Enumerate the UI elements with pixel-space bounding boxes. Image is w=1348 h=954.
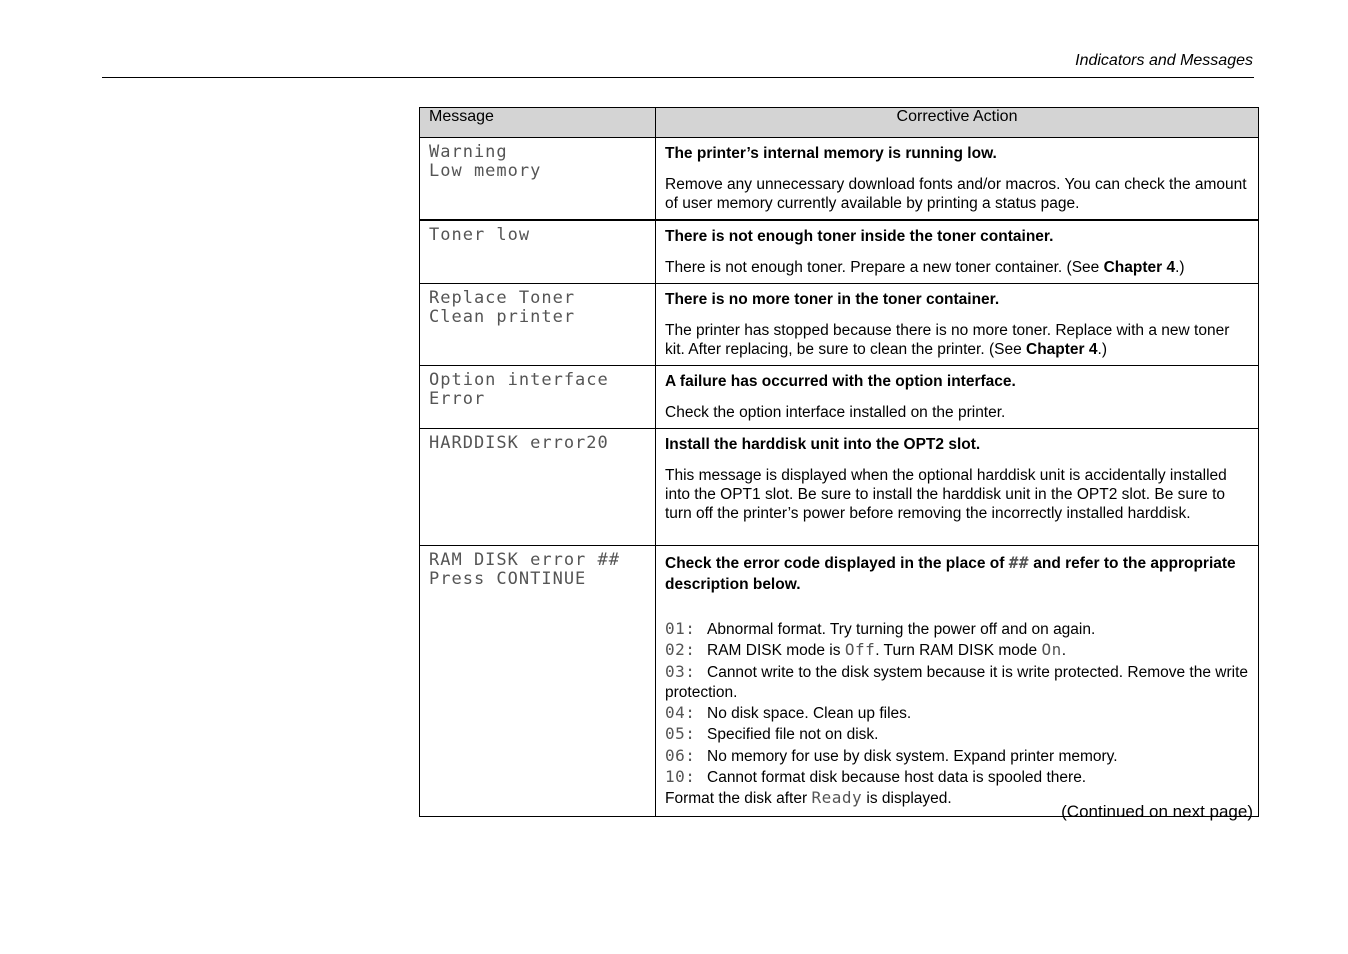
action-summary: The printer’s internal memory is running low. [665, 145, 997, 162]
table-header-row [420, 108, 1259, 138]
error-code-item [665, 619, 1249, 640]
error-code-item [665, 724, 1249, 745]
error-code-description: Specified file not on disk. [707, 726, 879, 744]
action-detail [665, 258, 1249, 277]
error-code-item [665, 703, 1249, 724]
lcd-value-on: On [1041, 640, 1062, 660]
error-code-description: RAM DISK mode is [707, 642, 845, 660]
table-row [420, 366, 1259, 429]
action-detail [665, 321, 1249, 359]
column-header-message: Message [420, 108, 656, 138]
lcd-value-off: Off [844, 640, 876, 660]
lcd-message-line-1: Replace Toner [429, 288, 576, 308]
error-code-item [665, 767, 1249, 788]
lcd-message-line-1: HARDDISK error20 [429, 433, 609, 453]
table-row [420, 138, 1259, 221]
continued-note: (Continued on next page) [1061, 802, 1253, 821]
action-detail-text: The printer has stopped because there is no more toner. Replace with a new toner kit. After replacing, be sure to clean the printer. (See [665, 322, 1230, 358]
error-code: 01: [665, 619, 696, 638]
action-detail: Check the option interface installed on the printer. [665, 404, 1006, 421]
action-summary-text: Check the error code displayed in the place of [665, 555, 1009, 572]
action-cell [656, 138, 1259, 221]
table-row [420, 546, 1259, 817]
action-summary: Install the harddisk unit into the OPT2 slot. [665, 436, 981, 453]
action-detail: Remove any unnecessary download fonts and/or macros. You can check the amount of user memory currently available by printing a status page. [665, 176, 1247, 212]
format-instruction-text: Format the disk after [665, 790, 812, 808]
message-cell [420, 366, 656, 429]
column-header-corrective-action: Corrective Action [656, 108, 1259, 138]
action-summary-text-end: and refer to the appropriate description below. [665, 555, 1236, 593]
error-code-item [665, 662, 1249, 704]
error-code: 10: [665, 767, 696, 787]
action-detail-text-end: .) [1175, 259, 1185, 276]
error-code-description-mid: . Turn RAM DISK mode [875, 642, 1042, 660]
error-code: 02: [665, 640, 696, 660]
message-cell [420, 138, 656, 221]
error-code-list [665, 619, 1249, 810]
error-code-description: Abnormal format. Try turning the power off and on again. [707, 621, 1096, 638]
action-summary: A failure has occurred with the option interface. [665, 373, 1016, 390]
action-cell [656, 366, 1259, 429]
action-cell [656, 546, 1259, 817]
error-code-placeholder: ## [1008, 553, 1029, 572]
running-header: Indicators and Messages [1075, 52, 1253, 69]
error-code-description: Cannot format disk because host data is spooled there. [707, 769, 1087, 787]
header-rule [102, 77, 1254, 78]
action-cell [656, 220, 1259, 284]
message-cell [420, 429, 656, 546]
error-code-item [665, 640, 1249, 661]
action-detail: This message is displayed when the optional harddisk unit is accidentally installed into the OPT1 slot. Be sure to install the harddisk unit in the OPT2 slot. Be sure to turn off the printer’s power before removing the incorrectly installed harddisk. [665, 467, 1227, 522]
error-code-description: No memory for use by disk system. Expand printer memory. [707, 747, 1118, 765]
chapter-reference: Chapter 4 [1103, 259, 1176, 276]
action-summary: There is no more toner in the toner container. [665, 291, 1000, 308]
action-cell [656, 429, 1259, 546]
error-code-description: Cannot write to the disk system because it is write protected. Remove the write protection. [665, 663, 1249, 701]
lcd-message-line-1: Warning [429, 142, 508, 162]
lcd-message-line-1: Option interface [429, 370, 609, 390]
action-detail-text-end: .) [1097, 341, 1107, 358]
lcd-message-line-1: RAM DISK error ## [429, 550, 620, 570]
message-cell [420, 546, 656, 817]
action-detail-text: There is not enough toner. Prepare a new toner container. (See [665, 259, 1104, 276]
lcd-message-line-1: Toner low [429, 225, 531, 245]
messages-table [419, 107, 1259, 817]
error-code: 04: [665, 703, 696, 723]
table-row [420, 220, 1259, 284]
action-cell [656, 284, 1259, 366]
action-summary: There is not enough toner inside the toner container. [665, 228, 1054, 245]
error-code: 06: [665, 745, 696, 765]
action-summary [665, 552, 1249, 595]
lcd-value-ready: Ready [811, 788, 863, 808]
message-cell [420, 284, 656, 366]
lcd-message-line-2: Press CONTINUE [429, 569, 587, 589]
lcd-message-line-2: Low memory [429, 161, 542, 181]
chapter-reference: Chapter 4 [1026, 341, 1098, 358]
error-code-item [665, 746, 1249, 767]
error-code: 03: [665, 661, 696, 681]
error-code-description: No disk space. Clean up files. [707, 705, 912, 723]
lcd-message-line-2: Error [429, 389, 486, 409]
error-code-description-end: . [1061, 642, 1067, 660]
lcd-message-line-2: Clean printer [429, 307, 576, 327]
table-row [420, 429, 1259, 546]
message-cell [420, 220, 656, 284]
table-row [420, 284, 1259, 366]
error-code: 05: [665, 724, 696, 744]
format-instruction-text-end: is displayed. [862, 790, 952, 808]
